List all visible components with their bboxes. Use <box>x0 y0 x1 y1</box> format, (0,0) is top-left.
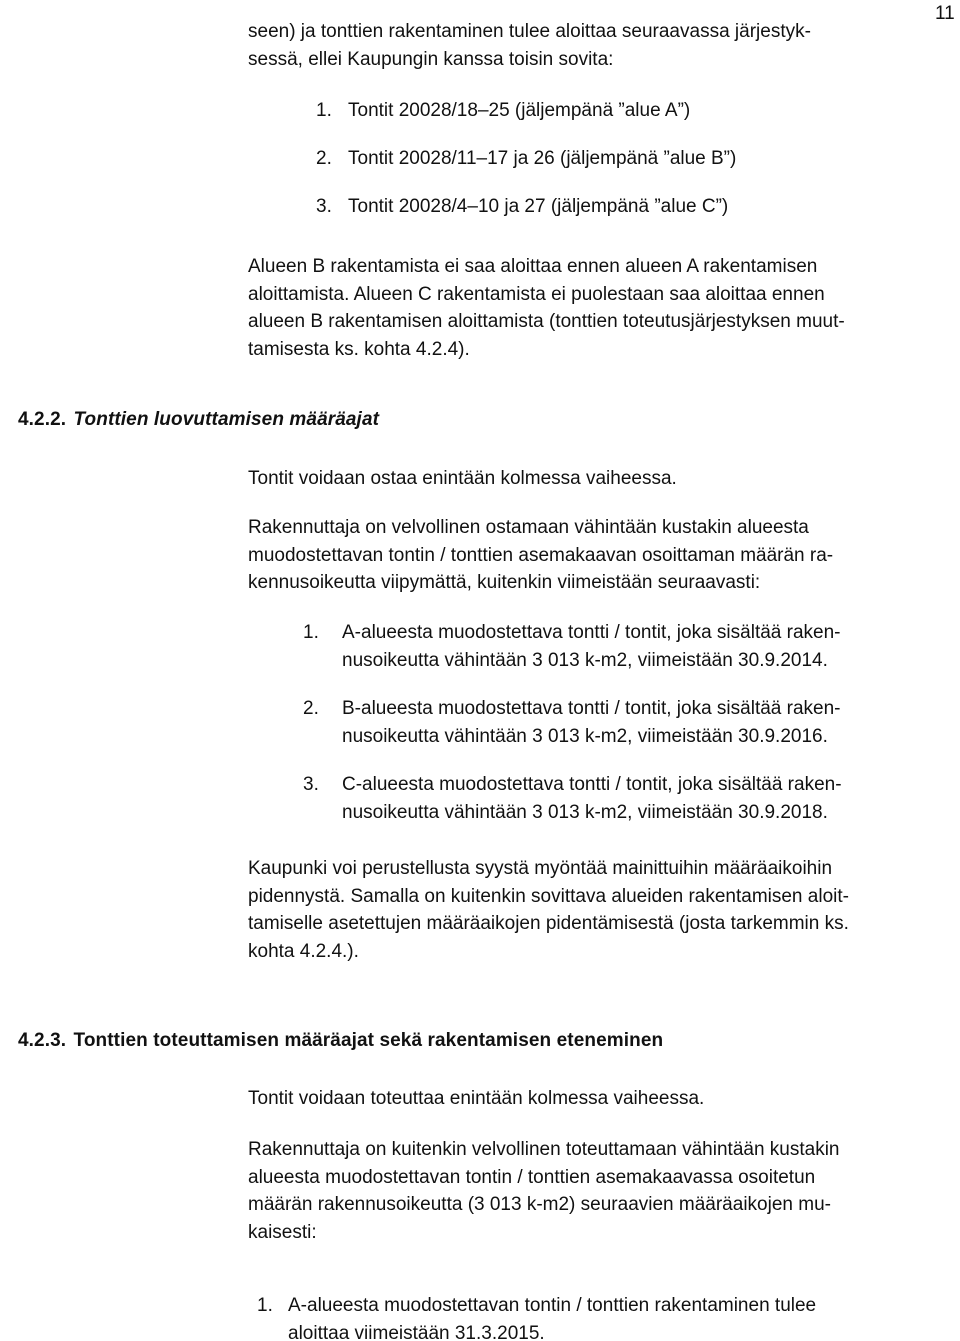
order-paragraph-line: aloittamista. Alueen C rakentamista ei puolestaan saa aloittaa ennen <box>248 283 825 305</box>
section-422-list-item-2 <box>303 695 841 750</box>
section-423-title: Tonttien toteuttamisen määräajat sekä rakentamisen eteneminen <box>73 1030 664 1051</box>
list-number: 1. <box>257 1295 273 1316</box>
section-423-number: 4.2.3. <box>18 1030 67 1051</box>
section-422-para2-line: kennusoikeutta viipymättä, kuitenkin viimeistään seuraavasti: <box>248 572 761 593</box>
list-number: 2. <box>303 698 319 719</box>
intro-line: seen) ja tonttien rakentaminen tulee aloittaa seuraavassa järjestyk- <box>248 21 811 42</box>
section-422-para3-line: kohta 4.2.4.). <box>248 940 359 962</box>
section-422-para2-line: muodostettavan tontin / tonttien asemakaavan osoittaman määrän ra- <box>248 544 834 566</box>
order-list-item-1 <box>316 97 690 125</box>
page-number: 11 <box>935 3 955 24</box>
section-422-para3-line: pidennystä. Samalla on kuitenkin sovittava alueiden rakentamisen aloit- <box>248 885 849 907</box>
section-423-para2-line: kaisesti: <box>248 1221 317 1243</box>
section-423-para2-line: määrän rakennusoikeutta (3 013 k-m2) seuraavien määräaikojen mu- <box>248 1194 831 1215</box>
section-422-number: 4.2.2. <box>18 409 67 430</box>
list-number: 3. <box>303 774 319 795</box>
section-422-para3 <box>248 855 938 965</box>
list-number: 1. <box>303 622 319 643</box>
list-line: nusoikeutta vähintään 3 013 k-m2, viimeistään 30.9.2016. <box>342 725 828 747</box>
section-423-para2-line: alueesta muodostettavan tontin / tonttien asemakaavassa osoitetun <box>248 1166 816 1188</box>
order-paragraph-line: tamisesta ks. kohta 4.2.4). <box>248 338 470 360</box>
list-line: aloittaa viimeistään 31.3.2015. <box>288 1322 545 1341</box>
order-list-number: 3. <box>316 196 332 217</box>
section-422-para1 <box>248 465 938 493</box>
list-line: A-alueesta muodostettava tontti / tontit, joka sisältää raken- <box>342 622 841 643</box>
section-422-para3-line: Kaupunki voi perustellusta syystä myöntää mainittuihin määräaikoihin <box>248 858 833 879</box>
order-list-item-3 <box>316 193 728 221</box>
section-422-list-item-3 <box>303 771 842 826</box>
list-line: C-alueesta muodostettava tontti / tontit, joka sisältää raken- <box>342 774 842 795</box>
section-422-heading <box>18 406 379 434</box>
list-line: nusoikeutta vähintään 3 013 k-m2, viimeistään 30.9.2014. <box>342 649 828 671</box>
order-list-number: 2. <box>316 148 332 169</box>
order-list-number: 1. <box>316 100 332 121</box>
section-423-list-item-1 <box>257 1292 816 1341</box>
order-paragraph-line: Alueen B rakentamista ei saa aloittaa ennen alueen A rakentamisen <box>248 256 818 277</box>
order-paragraph-line: alueen B rakentamisen aloittamista (tonttien toteutusjärjestyksen muut- <box>248 311 845 332</box>
order-list-text: Tontit 20028/18–25 (jäljempänä ”alue A”) <box>348 100 691 121</box>
list-line: A-alueesta muodostettavan tontin / tonttien rakentaminen tulee <box>288 1295 817 1316</box>
section-422-list-item-1 <box>303 619 841 674</box>
list-line: B-alueesta muodostettava tontti / tontit, joka sisältää raken- <box>342 698 841 719</box>
order-list-text: Tontit 20028/4–10 ja 27 (jäljempänä ”alue C”) <box>348 196 729 217</box>
section-422-title: Tonttien luovuttamisen määräajat <box>73 409 380 430</box>
section-423-heading <box>18 1027 663 1055</box>
section-422-para2-line: Rakennuttaja on velvollinen ostamaan vähintään kustakin alueesta <box>248 517 809 538</box>
section-422-para1-line: Tontit voidaan ostaa enintään kolmessa vaiheessa. <box>248 468 677 489</box>
section-423-para1 <box>248 1085 938 1113</box>
section-423-para2 <box>248 1136 938 1246</box>
section-422-para2 <box>248 514 938 597</box>
order-paragraph <box>248 253 938 363</box>
section-422-para3-line: tamiselle asetettujen määräaikojen pidentämisestä (josta tarkemmin ks. <box>248 913 849 934</box>
intro-line: sessä, ellei Kaupungin kanssa toisin sovita: <box>248 48 614 70</box>
section-423-para1-line: Tontit voidaan toteuttaa enintään kolmessa vaiheessa. <box>248 1088 705 1109</box>
section-423-para2-line: Rakennuttaja on kuitenkin velvollinen toteuttamaan vähintään kustakin <box>248 1139 840 1160</box>
order-list-text: Tontit 20028/11–17 ja 26 (jäljempänä ”alue B”) <box>348 148 737 169</box>
intro-paragraph <box>248 18 938 73</box>
list-line: nusoikeutta vähintään 3 013 k-m2, viimeistään 30.9.2018. <box>342 801 828 823</box>
order-list-item-2 <box>316 145 736 173</box>
